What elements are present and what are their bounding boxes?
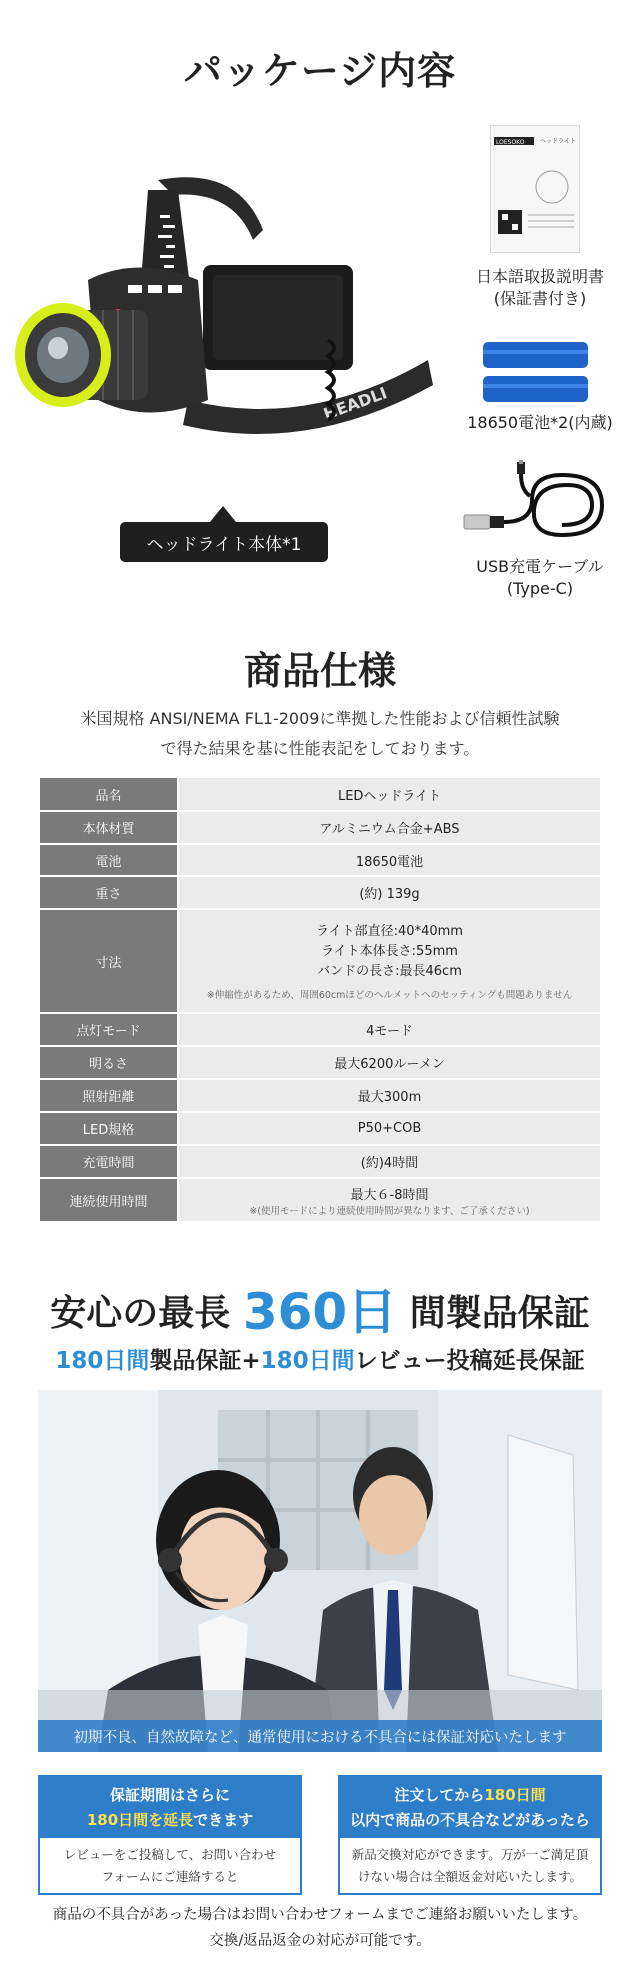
- spec-table: [40, 778, 600, 1223]
- warranty-sub-b: 製品保証+: [149, 1348, 261, 1374]
- footer-contact-line: 商品の不具合があった場合はお問い合わせフォームまでご連絡お願いいたします。: [52, 1907, 588, 1923]
- spec-desc-line2: で得た結果を基に性能表記をしております。: [160, 739, 480, 758]
- warranty-headline: [0, 1272, 640, 1344]
- manual-image: [490, 125, 580, 253]
- dim-line: ライト本体長さ:55mm: [321, 944, 458, 959]
- box-extension-head: [40, 1777, 300, 1838]
- battery-label: 18650電池*2(内蔵): [467, 413, 613, 432]
- table-row: [40, 876, 600, 909]
- box-exchange-head-1b: 180日間: [484, 1786, 546, 1804]
- manual-label: [440, 266, 640, 310]
- manual-title: ヘッドライト: [540, 138, 576, 145]
- headlamp-product-image: [8, 170, 438, 480]
- spec-value: (約)4時間: [178, 1145, 600, 1178]
- spec-value: アルミニウム合金+ABS: [178, 811, 600, 844]
- table-row: [40, 1079, 600, 1112]
- spec-value-runtime: [178, 1178, 600, 1222]
- warranty-sub-a: 180日間: [55, 1348, 150, 1374]
- battery-image: [483, 340, 588, 406]
- headlamp-callout: ヘッドライト本体*1: [120, 522, 328, 562]
- warranty-headline-days: 360日: [242, 1283, 398, 1341]
- manual-label-line2: (保証書付き): [493, 289, 587, 308]
- spec-value: 最大300m: [178, 1079, 600, 1112]
- spec-key: 寸法: [40, 909, 178, 1013]
- spec-key: LED規格: [40, 1112, 178, 1145]
- box-exchange-head-2: 以内で商品の不具合などがあったら: [350, 1811, 590, 1829]
- spec-key: 電池: [40, 844, 178, 876]
- box-exchange-body-2: けない場合は全額返金対応いたします。: [357, 1869, 582, 1884]
- dim-line: ライト部直径:40*40mm: [316, 924, 463, 939]
- spec-value: 最大6200ルーメン: [178, 1046, 600, 1079]
- spec-title: 商品仕様: [243, 649, 396, 693]
- spec-value: (約) 139g: [178, 876, 600, 909]
- table-row: [40, 1145, 600, 1178]
- spec-key: 点灯モード: [40, 1013, 178, 1046]
- warranty-subheadline: [0, 1342, 640, 1375]
- cable-label-line2: (Type-C): [506, 579, 574, 598]
- table-row: [40, 811, 600, 844]
- table-row: [40, 1013, 600, 1046]
- support-staff-photo: [38, 1390, 602, 1752]
- table-row: [40, 1178, 600, 1222]
- warranty-headline-c: 間製品保証: [409, 1293, 590, 1334]
- table-row: [40, 1046, 600, 1079]
- manual-label-line1: 日本語取扱説明書: [475, 267, 604, 286]
- box-extension-body: [40, 1838, 300, 1893]
- warranty-banner: 初期不良、自然故障など、通常使用における不具合には保証対応いたします: [38, 1720, 602, 1752]
- spec-value-dimensions: [178, 909, 600, 1013]
- cable-label-line1: USB充電ケーブル: [476, 557, 604, 576]
- table-row: [40, 909, 600, 1013]
- spec-value: LEDヘッドライト: [178, 778, 600, 811]
- table-row: [40, 1112, 600, 1145]
- box-exchange-body-1: 新品交換対応ができます。万が一ご満足頂: [351, 1847, 589, 1862]
- box-exchange-head-1a: 注文してから: [394, 1786, 485, 1804]
- spec-key: 明るさ: [40, 1046, 178, 1079]
- warranty-sub-c: 180日間: [260, 1348, 355, 1374]
- spec-key: 本体材質: [40, 811, 178, 844]
- spec-key: 連続使用時間: [40, 1178, 178, 1222]
- box-extension-body-2: フォームにご連絡すると: [101, 1869, 239, 1884]
- table-row: [40, 778, 600, 811]
- box-extension-head-2a: 180日間を延長: [86, 1811, 194, 1829]
- box-exchange-body: [340, 1838, 600, 1893]
- spec-value: P50+COB: [178, 1112, 600, 1145]
- usb-cable-image: [462, 460, 608, 540]
- warranty-headline-a: 安心の最長: [50, 1293, 231, 1334]
- manual-brand: LOESOKO: [496, 139, 525, 146]
- footer-return-line: 交換/返品返金の対応が可能です。: [209, 1933, 431, 1949]
- box-exchange-head: [340, 1777, 600, 1838]
- spec-note: ※(使用モードにより連続使用時間が異なります、ご了承ください): [249, 1205, 530, 1217]
- spec-desc-line1: 米国規格 ANSI/NEMA FL1-2009に準拠した性能および信頼性試験: [80, 709, 560, 728]
- warranty-box-exchange: [338, 1775, 602, 1895]
- box-extension-body-1: レビューをご投稿して、お問い合わせ: [63, 1847, 277, 1862]
- spec-value: 18650電池: [178, 844, 600, 876]
- spec-key: 品名: [40, 778, 178, 811]
- dim-line: バンドの長さ:最長46cm: [317, 964, 462, 979]
- package-title: パッケージ内容: [183, 49, 457, 93]
- spec-value: 4モード: [178, 1013, 600, 1046]
- spec-key: 照射距離: [40, 1079, 178, 1112]
- box-extension-head-1: 保証期間はさらに: [109, 1786, 230, 1804]
- warranty-sub-d: レビュー投稿延長保証: [354, 1348, 585, 1374]
- spec-note: ※伸縮性があるため、周囲60cmほどのヘルメットへのセッティングも問題ありません: [206, 990, 573, 1001]
- runtime-value: 最大６-8時間: [350, 1187, 429, 1203]
- spec-key: 重さ: [40, 876, 178, 909]
- table-row: [40, 844, 600, 876]
- strap-print: HEADLI: [320, 383, 390, 424]
- box-extension-head-2b: できます: [193, 1811, 254, 1829]
- cable-label: [440, 556, 640, 600]
- spec-key: 充電時間: [40, 1145, 178, 1178]
- warranty-box-extension: [38, 1775, 302, 1895]
- callout-arrow: [210, 506, 236, 522]
